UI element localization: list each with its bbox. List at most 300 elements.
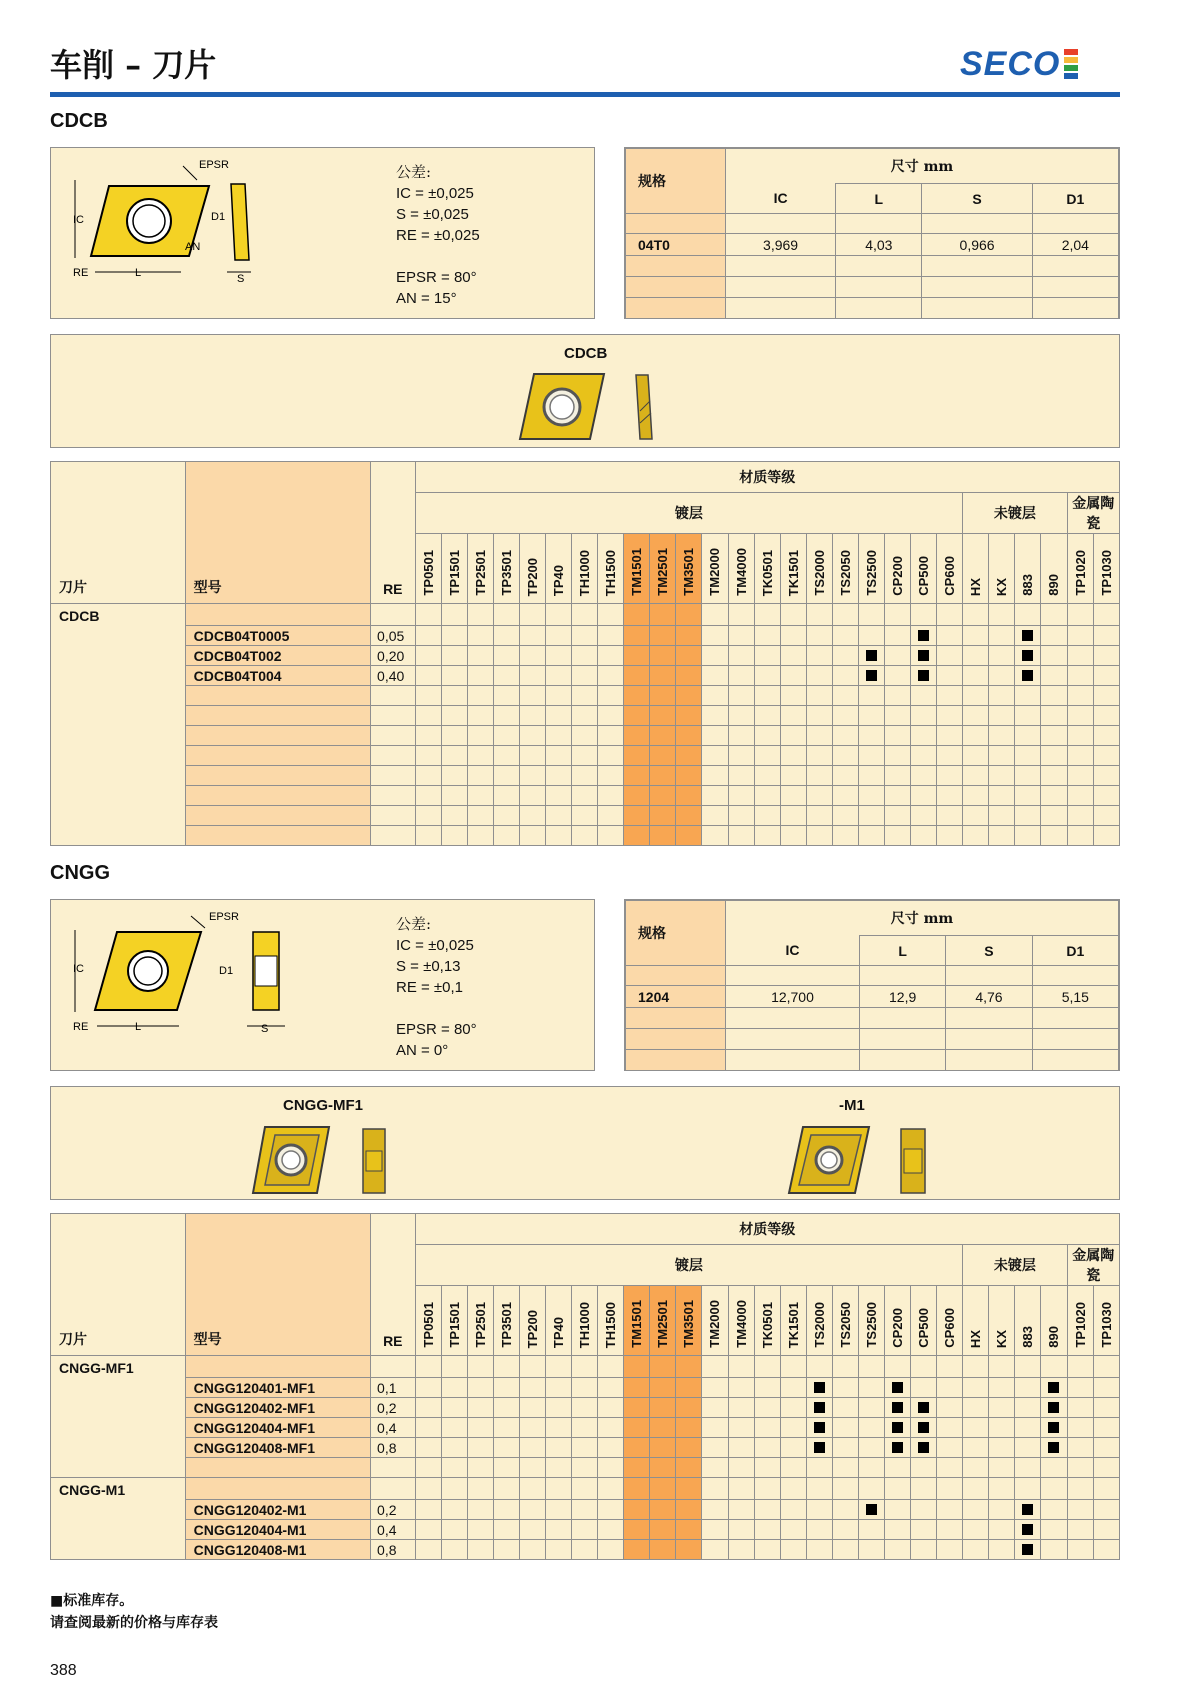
- grade-col-cp500: CP500: [911, 1286, 937, 1356]
- cermet-header: 金属陶瓷: [1067, 493, 1119, 534]
- insert-group-label: CNGG-MF1: [51, 1356, 186, 1478]
- stock-mark-icon: [892, 1442, 903, 1453]
- grade-cell: [806, 626, 832, 646]
- grade-cell: [754, 666, 780, 686]
- grade-cell: [493, 646, 519, 666]
- grade-cell: [598, 1398, 624, 1418]
- stock-mark-icon: [1048, 1382, 1059, 1393]
- grade-cell: [989, 1500, 1015, 1520]
- grade-col-th1500: TH1500: [598, 534, 624, 604]
- grade-cell: [884, 1418, 910, 1438]
- grade-cell: [754, 1500, 780, 1520]
- stock-mark-icon: [866, 650, 877, 661]
- grade-cell: [572, 1438, 598, 1458]
- grade-cell: [624, 1398, 650, 1418]
- grade-cell: [467, 626, 493, 646]
- grade-cell: [624, 666, 650, 686]
- grade-cell: [911, 1438, 937, 1458]
- grade-col-tk0501: TK0501: [754, 1286, 780, 1356]
- uncoated-header: 未镀层: [963, 1245, 1067, 1286]
- grade-cell: [572, 1418, 598, 1438]
- grade-cell: [1067, 646, 1093, 666]
- label-epsr: EPSR: [199, 159, 229, 171]
- logo-bar-green: [1064, 65, 1078, 71]
- footnotes: [50, 1590, 218, 1634]
- grade-col-tm4000: TM4000: [728, 534, 754, 604]
- grade-col-tm2000: TM2000: [702, 1286, 728, 1356]
- col-insert-header: 刀片: [51, 462, 186, 604]
- grade-cell: [911, 626, 937, 646]
- grade-cell: [519, 1520, 545, 1540]
- grade-cell: [1093, 1438, 1119, 1458]
- grade-cell: [1015, 1520, 1041, 1540]
- grade-cell: [624, 1418, 650, 1438]
- grade-col-ts2050: TS2050: [832, 534, 858, 604]
- grade-cell: [676, 666, 702, 686]
- grade-cell: [937, 626, 963, 646]
- grade-cell: [963, 1418, 989, 1438]
- grade-cell: [963, 666, 989, 686]
- grade-cell: [858, 1418, 884, 1438]
- grade-cell: [1015, 626, 1041, 646]
- grade-cell: [519, 1500, 545, 1520]
- tolerance-re: RE = ±0,1: [396, 979, 464, 996]
- logo-color-bars: [1064, 49, 1078, 79]
- page-title: 车削 – 刀片: [50, 46, 217, 84]
- cdcb-insert-drawing: [51, 148, 391, 320]
- grade-cell: [937, 1378, 963, 1398]
- grade-cell: [467, 666, 493, 686]
- grade-cell: [702, 1378, 728, 1398]
- grade-col-tp40: TP40: [545, 534, 571, 604]
- grade-cell: [1015, 666, 1041, 686]
- grade-cell: [519, 626, 545, 646]
- stock-mark-icon: [892, 1422, 903, 1433]
- grade-cell: [911, 1398, 937, 1418]
- grade-cell: [1067, 1540, 1093, 1560]
- grade-cell: [858, 1398, 884, 1418]
- grade-col-tp1020: TP1020: [1067, 1286, 1093, 1356]
- grade-cell: [545, 626, 571, 646]
- grade-cell: [467, 1520, 493, 1540]
- grade-cell: [1041, 1378, 1067, 1398]
- tolerance-s: S = ±0,025: [396, 206, 469, 223]
- grade-col-ts2000: TS2000: [806, 1286, 832, 1356]
- table-row: [51, 1398, 1120, 1418]
- material-grade-header: 材质等级: [415, 462, 1119, 493]
- grade-col-tp1030: TP1030: [1093, 1286, 1119, 1356]
- grade-cell: [884, 1398, 910, 1418]
- grade-cell: [780, 1500, 806, 1520]
- grade-col-tp3501: TP3501: [493, 1286, 519, 1356]
- grade-cell: [415, 1520, 441, 1540]
- grade-cell: [650, 1418, 676, 1438]
- grade-cell: [963, 626, 989, 646]
- grade-cell: [989, 1520, 1015, 1540]
- grade-cell: [963, 1500, 989, 1520]
- grade-cell: [493, 1438, 519, 1458]
- grade-cell: [598, 666, 624, 686]
- col-insert-header: 刀片: [51, 1214, 186, 1356]
- insert-re: 0,05: [371, 626, 416, 646]
- grade-cell: [441, 1398, 467, 1418]
- grade-cell: [937, 1540, 963, 1560]
- grade-col-ts2000: TS2000: [806, 534, 832, 604]
- table-row: [51, 1520, 1120, 1540]
- stock-mark-icon: [892, 1382, 903, 1393]
- grade-cell: [702, 1520, 728, 1540]
- grade-cell: [545, 1520, 571, 1540]
- table-row: [51, 626, 1120, 646]
- grade-col-th1500: TH1500: [598, 1286, 624, 1356]
- grade-cell: [545, 1540, 571, 1560]
- grade-cell: [780, 1398, 806, 1418]
- insert-re: 0,8: [371, 1540, 416, 1560]
- grade-col-tm2000: TM2000: [702, 534, 728, 604]
- grade-cell: [519, 646, 545, 666]
- stock-mark-icon: [814, 1422, 825, 1433]
- dim-val-d1: 5,15: [1032, 986, 1118, 1008]
- grade-cell: [1067, 1378, 1093, 1398]
- grade-cell: [754, 1520, 780, 1540]
- grade-cell: [415, 1418, 441, 1438]
- grade-cell: [937, 1520, 963, 1540]
- grade-cell: [415, 646, 441, 666]
- footnote-price: 请查阅最新的价格与库存表: [50, 1615, 218, 1631]
- photo-label-cngg-mf1: CNGG-MF1: [283, 1097, 363, 1114]
- grade-cell: [989, 1438, 1015, 1458]
- grade-cell: [650, 626, 676, 646]
- grade-cell: [467, 1438, 493, 1458]
- grade-col-cp600: CP600: [937, 1286, 963, 1356]
- grade-col-cp500: CP500: [911, 534, 937, 604]
- grade-cell: [884, 646, 910, 666]
- grade-cell: [1041, 1540, 1067, 1560]
- grade-cell: [598, 1418, 624, 1438]
- grade-cell: [702, 1398, 728, 1418]
- cngg-mf1-insert-photo: [251, 1125, 431, 1197]
- grade-cell: [728, 666, 754, 686]
- cdcb-grade-table: [50, 461, 1120, 846]
- grade-cell: [780, 646, 806, 666]
- grade-cell: [989, 1540, 1015, 1560]
- grade-col-cp600: CP600: [937, 534, 963, 604]
- angle-an: AN = 0°: [396, 1042, 449, 1059]
- grade-cell: [493, 1398, 519, 1418]
- grade-col-th1000: TH1000: [572, 1286, 598, 1356]
- grade-col-883: 883: [1015, 534, 1041, 604]
- grade-cell: [832, 1540, 858, 1560]
- cngg-drawing-panel: [50, 899, 595, 1071]
- dim-col-s: S: [946, 936, 1032, 966]
- photo-label-cdcb: CDCB: [564, 345, 608, 362]
- label-l: L: [135, 1021, 142, 1033]
- grade-cell: [989, 626, 1015, 646]
- coated-header: 镀层: [415, 1245, 963, 1286]
- grade-cell: [858, 626, 884, 646]
- grade-cell: [1067, 666, 1093, 686]
- col-re-header: RE: [371, 462, 416, 604]
- grade-cell: [911, 1500, 937, 1520]
- grade-cell: [650, 1398, 676, 1418]
- grade-cell: [754, 626, 780, 646]
- grade-cell: [1067, 1500, 1093, 1520]
- grade-cell: [1041, 626, 1067, 646]
- cdcb-dimension-panel: [624, 147, 1120, 319]
- grade-cell: [702, 1500, 728, 1520]
- grade-col-tp2501: TP2501: [467, 1286, 493, 1356]
- table-row: [51, 666, 1120, 686]
- grade-cell: [572, 626, 598, 646]
- grade-cell: [415, 1398, 441, 1418]
- grade-cell: [676, 1398, 702, 1418]
- grade-cell: [858, 1378, 884, 1398]
- angle-an: AN = 15°: [396, 290, 457, 307]
- material-grade-header: 材质等级: [415, 1214, 1119, 1245]
- grade-cell: [884, 1540, 910, 1560]
- stock-mark-icon: [814, 1442, 825, 1453]
- logo-bar-yellow: [1064, 57, 1078, 63]
- grade-col-tm3501: TM3501: [676, 534, 702, 604]
- grade-cell: [963, 646, 989, 666]
- stock-mark-icon: [1048, 1422, 1059, 1433]
- stock-mark-icon: [1048, 1402, 1059, 1413]
- grade-cell: [1041, 1500, 1067, 1520]
- grade-cell: [937, 666, 963, 686]
- grade-cell: [598, 1520, 624, 1540]
- grade-cell: [1093, 646, 1119, 666]
- table-row: [51, 1540, 1120, 1560]
- grade-col-tp1501: TP1501: [441, 1286, 467, 1356]
- cngg-m1-insert-photo: [787, 1125, 967, 1197]
- grade-cell: [702, 1438, 728, 1458]
- grade-cell: [650, 1438, 676, 1458]
- label-ic: IC: [73, 963, 84, 975]
- tolerance-ic: IC = ±0,025: [396, 185, 474, 202]
- spec-label: 规格: [626, 901, 726, 966]
- grade-cell: [858, 1438, 884, 1458]
- dim-val-l: 12,9: [859, 986, 945, 1008]
- grade-cell: [1093, 1418, 1119, 1438]
- grade-col-tk1501: TK1501: [780, 534, 806, 604]
- grade-cell: [572, 1398, 598, 1418]
- dim-val-ic: 12,700: [726, 986, 860, 1008]
- insert-code: CNGG120404-M1: [185, 1520, 370, 1540]
- grade-cell: [493, 1540, 519, 1560]
- grade-cell: [676, 1438, 702, 1458]
- grade-cell: [676, 1418, 702, 1438]
- grade-cell: [911, 1540, 937, 1560]
- grade-cell: [624, 1520, 650, 1540]
- grade-col-tm2501: TM2501: [650, 1286, 676, 1356]
- grade-col-tp1020: TP1020: [1067, 534, 1093, 604]
- insert-re: 0,20: [371, 646, 416, 666]
- grade-cell: [598, 646, 624, 666]
- cngg-photo-panel: [50, 1086, 1120, 1200]
- grade-cell: [1067, 1520, 1093, 1540]
- insert-code: CNGG120402-MF1: [185, 1398, 370, 1418]
- stock-mark-icon: [918, 1442, 929, 1453]
- grade-cell: [832, 1398, 858, 1418]
- grade-cell: [545, 1500, 571, 1520]
- label-d1: D1: [219, 965, 234, 977]
- logo-text: SECO: [960, 44, 1061, 83]
- label-ic: IC: [73, 214, 84, 226]
- grade-col-tp40: TP40: [545, 1286, 571, 1356]
- grade-cell: [911, 646, 937, 666]
- grade-cell: [702, 1540, 728, 1560]
- grade-cell: [1041, 1438, 1067, 1458]
- grade-cell: [832, 626, 858, 646]
- grade-cell: [702, 666, 728, 686]
- grade-cell: [884, 666, 910, 686]
- grade-col-cp200: CP200: [884, 1286, 910, 1356]
- grade-cell: [832, 1520, 858, 1540]
- grade-col-tm3501: TM3501: [676, 1286, 702, 1356]
- grade-col-tp1501: TP1501: [441, 534, 467, 604]
- grade-col-tm4000: TM4000: [728, 1286, 754, 1356]
- grade-col-890: 890: [1041, 1286, 1067, 1356]
- grade-cell: [754, 646, 780, 666]
- grade-cell: [989, 1378, 1015, 1398]
- stock-mark-icon: [918, 1422, 929, 1433]
- grade-cell: [493, 666, 519, 686]
- dim-val-s: 0,966: [922, 234, 1032, 256]
- dim-col-l: L: [859, 936, 945, 966]
- label-s: S: [261, 1023, 269, 1035]
- cngg-tolerances: [396, 914, 477, 1061]
- stock-mark-icon: [814, 1382, 825, 1393]
- grade-cell: [1093, 1378, 1119, 1398]
- dim-col-ic: IC: [726, 184, 836, 214]
- grade-cell: [441, 1438, 467, 1458]
- grade-cell: [858, 646, 884, 666]
- insert-re: 0,4: [371, 1520, 416, 1540]
- grade-cell: [1015, 1418, 1041, 1438]
- grade-cell: [911, 1418, 937, 1438]
- grade-cell: [545, 1418, 571, 1438]
- grade-cell: [728, 626, 754, 646]
- grade-cell: [832, 1378, 858, 1398]
- label-re: RE: [73, 267, 89, 279]
- insert-re: 0,2: [371, 1500, 416, 1520]
- grade-cell: [598, 1500, 624, 1520]
- grade-col-tp0501: TP0501: [415, 534, 441, 604]
- grade-cell: [441, 1540, 467, 1560]
- footnote-stock: ■标准库存。: [50, 1593, 134, 1609]
- grade-cell: [884, 626, 910, 646]
- grade-cell: [650, 646, 676, 666]
- grade-cell: [963, 1378, 989, 1398]
- stock-mark-icon: [866, 1504, 877, 1515]
- grade-cell: [937, 1500, 963, 1520]
- grade-cell: [780, 626, 806, 646]
- stock-mark-icon: [1022, 670, 1033, 681]
- grade-cell: [415, 1540, 441, 1560]
- grade-cell: [832, 1438, 858, 1458]
- grade-cell: [1015, 1500, 1041, 1520]
- stock-mark-icon: [1022, 630, 1033, 641]
- photo-label-cngg-m1: -M1: [839, 1097, 865, 1114]
- grade-cell: [624, 1540, 650, 1560]
- tolerance-re: RE = ±0,025: [396, 227, 480, 244]
- grade-cell: [728, 1398, 754, 1418]
- table-row: [51, 1500, 1120, 1520]
- grade-cell: [1067, 1438, 1093, 1458]
- grade-cell: [545, 646, 571, 666]
- grade-cell: [1093, 626, 1119, 646]
- grade-col-tm2501: TM2501: [650, 534, 676, 604]
- grade-cell: [572, 1378, 598, 1398]
- grade-col-tp0501: TP0501: [415, 1286, 441, 1356]
- grade-cell: [806, 1438, 832, 1458]
- grade-cell: [441, 626, 467, 646]
- logo-bar-blue: [1064, 73, 1078, 79]
- grade-cell: [545, 666, 571, 686]
- stock-mark-icon: [1022, 650, 1033, 661]
- insert-code: CNGG120408-M1: [185, 1540, 370, 1560]
- insert-re: 0,8: [371, 1438, 416, 1458]
- label-l: L: [135, 267, 142, 279]
- grade-cell: [780, 1438, 806, 1458]
- section-title-cngg: CNGG: [50, 862, 110, 884]
- grade-cell: [519, 1398, 545, 1418]
- table-row: [51, 1378, 1120, 1398]
- grade-cell: [1015, 1438, 1041, 1458]
- grade-cell: [858, 1500, 884, 1520]
- angle-epsr: EPSR = 80°: [396, 1021, 477, 1038]
- grade-cell: [1093, 1540, 1119, 1560]
- grade-cell: [806, 1398, 832, 1418]
- grade-cell: [911, 666, 937, 686]
- cngg-insert-drawing: [51, 900, 391, 1072]
- logo-bar-red: [1064, 49, 1078, 55]
- grade-col-883: 883: [1015, 1286, 1041, 1356]
- tolerance-title: 公差:: [396, 915, 432, 933]
- grade-cell: [467, 1418, 493, 1438]
- grade-cell: [415, 666, 441, 686]
- grade-cell: [884, 1500, 910, 1520]
- grade-col-ts2500: TS2500: [858, 534, 884, 604]
- col-model-header: 型号: [185, 462, 370, 604]
- grade-cell: [806, 1500, 832, 1520]
- cdcb-photo-panel: [50, 334, 1120, 448]
- grade-cell: [545, 1378, 571, 1398]
- grade-cell: [806, 666, 832, 686]
- grade-cell: [624, 1378, 650, 1398]
- grade-cell: [519, 1378, 545, 1398]
- cermet-header: 金属陶瓷: [1067, 1245, 1119, 1286]
- grade-cell: [415, 1378, 441, 1398]
- insert-code: CNGG120401-MF1: [185, 1378, 370, 1398]
- grade-cell: [1041, 1398, 1067, 1418]
- grade-col-ts2500: TS2500: [858, 1286, 884, 1356]
- grade-col-tp1030: TP1030: [1093, 534, 1119, 604]
- grade-cell: [650, 666, 676, 686]
- insert-code: CNGG120402-M1: [185, 1500, 370, 1520]
- grade-cell: [989, 646, 1015, 666]
- grade-col-hx: HX: [963, 534, 989, 604]
- grade-cell: [441, 1418, 467, 1438]
- grade-cell: [754, 1398, 780, 1418]
- grade-cell: [1067, 1398, 1093, 1418]
- grade-cell: [937, 1438, 963, 1458]
- grade-cell: [911, 1378, 937, 1398]
- angle-epsr: EPSR = 80°: [396, 269, 477, 286]
- stock-mark-icon: [1022, 1524, 1033, 1535]
- grade-cell: [963, 1398, 989, 1418]
- grade-cell: [832, 646, 858, 666]
